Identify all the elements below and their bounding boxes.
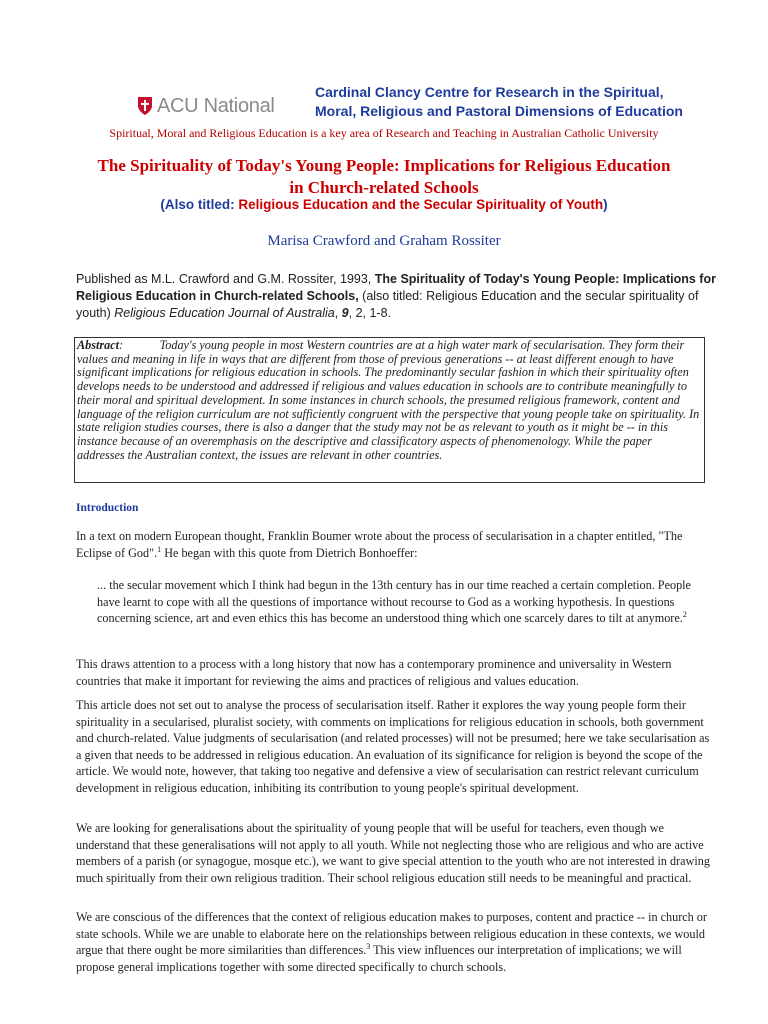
centre-name (315, 83, 715, 121)
authors: Marisa Crawford and Graham Rossiter (267, 233, 501, 249)
alternate-title-prefix: (Also titled: (160, 197, 239, 212)
paragraph-1-tail: He began with this quote from Dietrich Bonhoeffer: (161, 545, 418, 560)
logo-text: ACU National (157, 94, 275, 117)
abstract-text: Today's young people in most Western countries are at a high water mark of secularisation. They form their values and meaning in life in ways that are different from those of previous generations -- at least different enough to have significant implications for religious education in schools. The predominantly secular fashion in which their spirituality often develops needs to be understood and addressed if religious and values education in schools are to contribute meaningfully to their moral and spiritual development. In some instances in church schools, the presumed religious framework, content and language of the religion curriculum are not sufficiently congruent with the perspective that young people take on spirituality. In state religion studies courses, there is also a danger that the study may not be as relevant to youth as it might be -- in this instance because of an overemphasis on the descriptive and classificatory aspects of phenomenology. While the paper addresses the Australian context, the issues are relevant in other countries. (77, 338, 700, 462)
citation-prefix: Published as M.L. Crawford and G.M. Rossiter, 1993, (76, 272, 375, 286)
paragraph-4: We are looking for generalisations about the spirituality of young people that will be useful for teachers, even though we understand that these generalisations will not apply to all youth. While not neglecting those who are religious and who are active members of a parish (or synagogue, mosque etc.), we want to give special attention to the youth who are not interested in drawing much spiritually from their own religious tradition. Their school religious education still needs to be meaningful and practical. (76, 821, 710, 885)
title-line2: in Church-related Schools (289, 178, 479, 197)
paragraph-1-text: In a text on modern European thought, Franklin Boumer wrote about the process of secularisation in a chapter entitled, "The Eclipse of God". (76, 529, 683, 560)
title-line1: The Spirituality of Today's Young People: Implications for Religious Education (97, 156, 671, 175)
paragraph-1 (76, 528, 716, 561)
alternate-title (0, 197, 768, 212)
introduction-heading: Introduction (76, 502, 139, 514)
citation-middle: (also titled: Religious Education and the secular spirituality of youth) (76, 289, 699, 320)
acu-shield-icon (137, 96, 153, 116)
block-quote (97, 577, 697, 627)
abstract-box (74, 337, 705, 483)
alternate-title-suffix: ) (603, 197, 608, 212)
citation-comma: , (334, 306, 342, 320)
paragraph-5-text: We are conscious of the differences that the context of religious education makes to purposes, content and practice -- in church or state schools. While we are unable to elaborate here on the relationships between religious education in these contexts, we would argue that there ought be more similarities than differences. (76, 910, 707, 957)
centre-name-line2: Moral, Religious and Pastoral Dimensions of Education (315, 103, 683, 119)
footnote-ref-3: 3 (366, 941, 371, 951)
alternate-title-text: Religious Education and the Secular Spirituality of Youth (238, 197, 604, 212)
publication-citation (76, 271, 716, 322)
acu-logo (137, 94, 275, 118)
citation-title: The Spirituality of Today's Young People: Implications for Religious Education in Church-related Schools, (76, 272, 716, 303)
citation-journal: Religious Education Journal of Australia (114, 306, 335, 320)
paragraph-3: This article does not set out to analyse the process of secularisation itself. Rather it explores the way young people form their spirituality in a secularised, pluralist society, with comments on implications for religious education in schools, both government and church-related. Value judgments of secularisation (and related processes) will not be presumed; here we take secularisation as a given that needs to be addressed in religious education. An evaluation of its significance for religion is beyond the scope of the article. We would note, however, that taking too negative and defensive a view of secularisation can restrict relevant curriculum development in religious education, inhibiting its contribution to young people's spiritual development. (76, 698, 710, 795)
centre-name-line1: Cardinal Clancy Centre for Research in the Spiritual, (315, 84, 664, 100)
abstract-colon: : (118, 338, 124, 352)
document-title (0, 155, 768, 199)
paragraph-5-tail: This view influences our interpretation of implications; we will propose general implications together with some directed specifically to church schools. (76, 943, 682, 974)
citation-rest: , 2, 1-8. (348, 306, 392, 320)
footnote-ref-2: 2 (682, 609, 687, 619)
paragraph-5 (76, 909, 716, 975)
footnote-ref-1: 1 (157, 544, 162, 554)
quote-text: ... the secular movement which I think had begun in the 13th century has in our time reached a certain completion. People have learnt to cope with all the questions of importance without recourse to God as a working hypothesis. In questions concerning science, art and even ethics this has become an understood thing which one scarcely dares to tilt at anymore. (97, 578, 691, 625)
abstract-label: Abstract (77, 338, 119, 352)
citation-volume: 9 (341, 306, 349, 320)
tagline: Spiritual, Moral and Religious Education is a key area of Research and Teaching in Australian Catholic University (109, 126, 659, 140)
paragraph-2: This draws attention to a process with a long history that now has a contemporary prominence and universality in Western countries that make it important for reviewing the aims and practices of religious and values education. (76, 657, 672, 688)
